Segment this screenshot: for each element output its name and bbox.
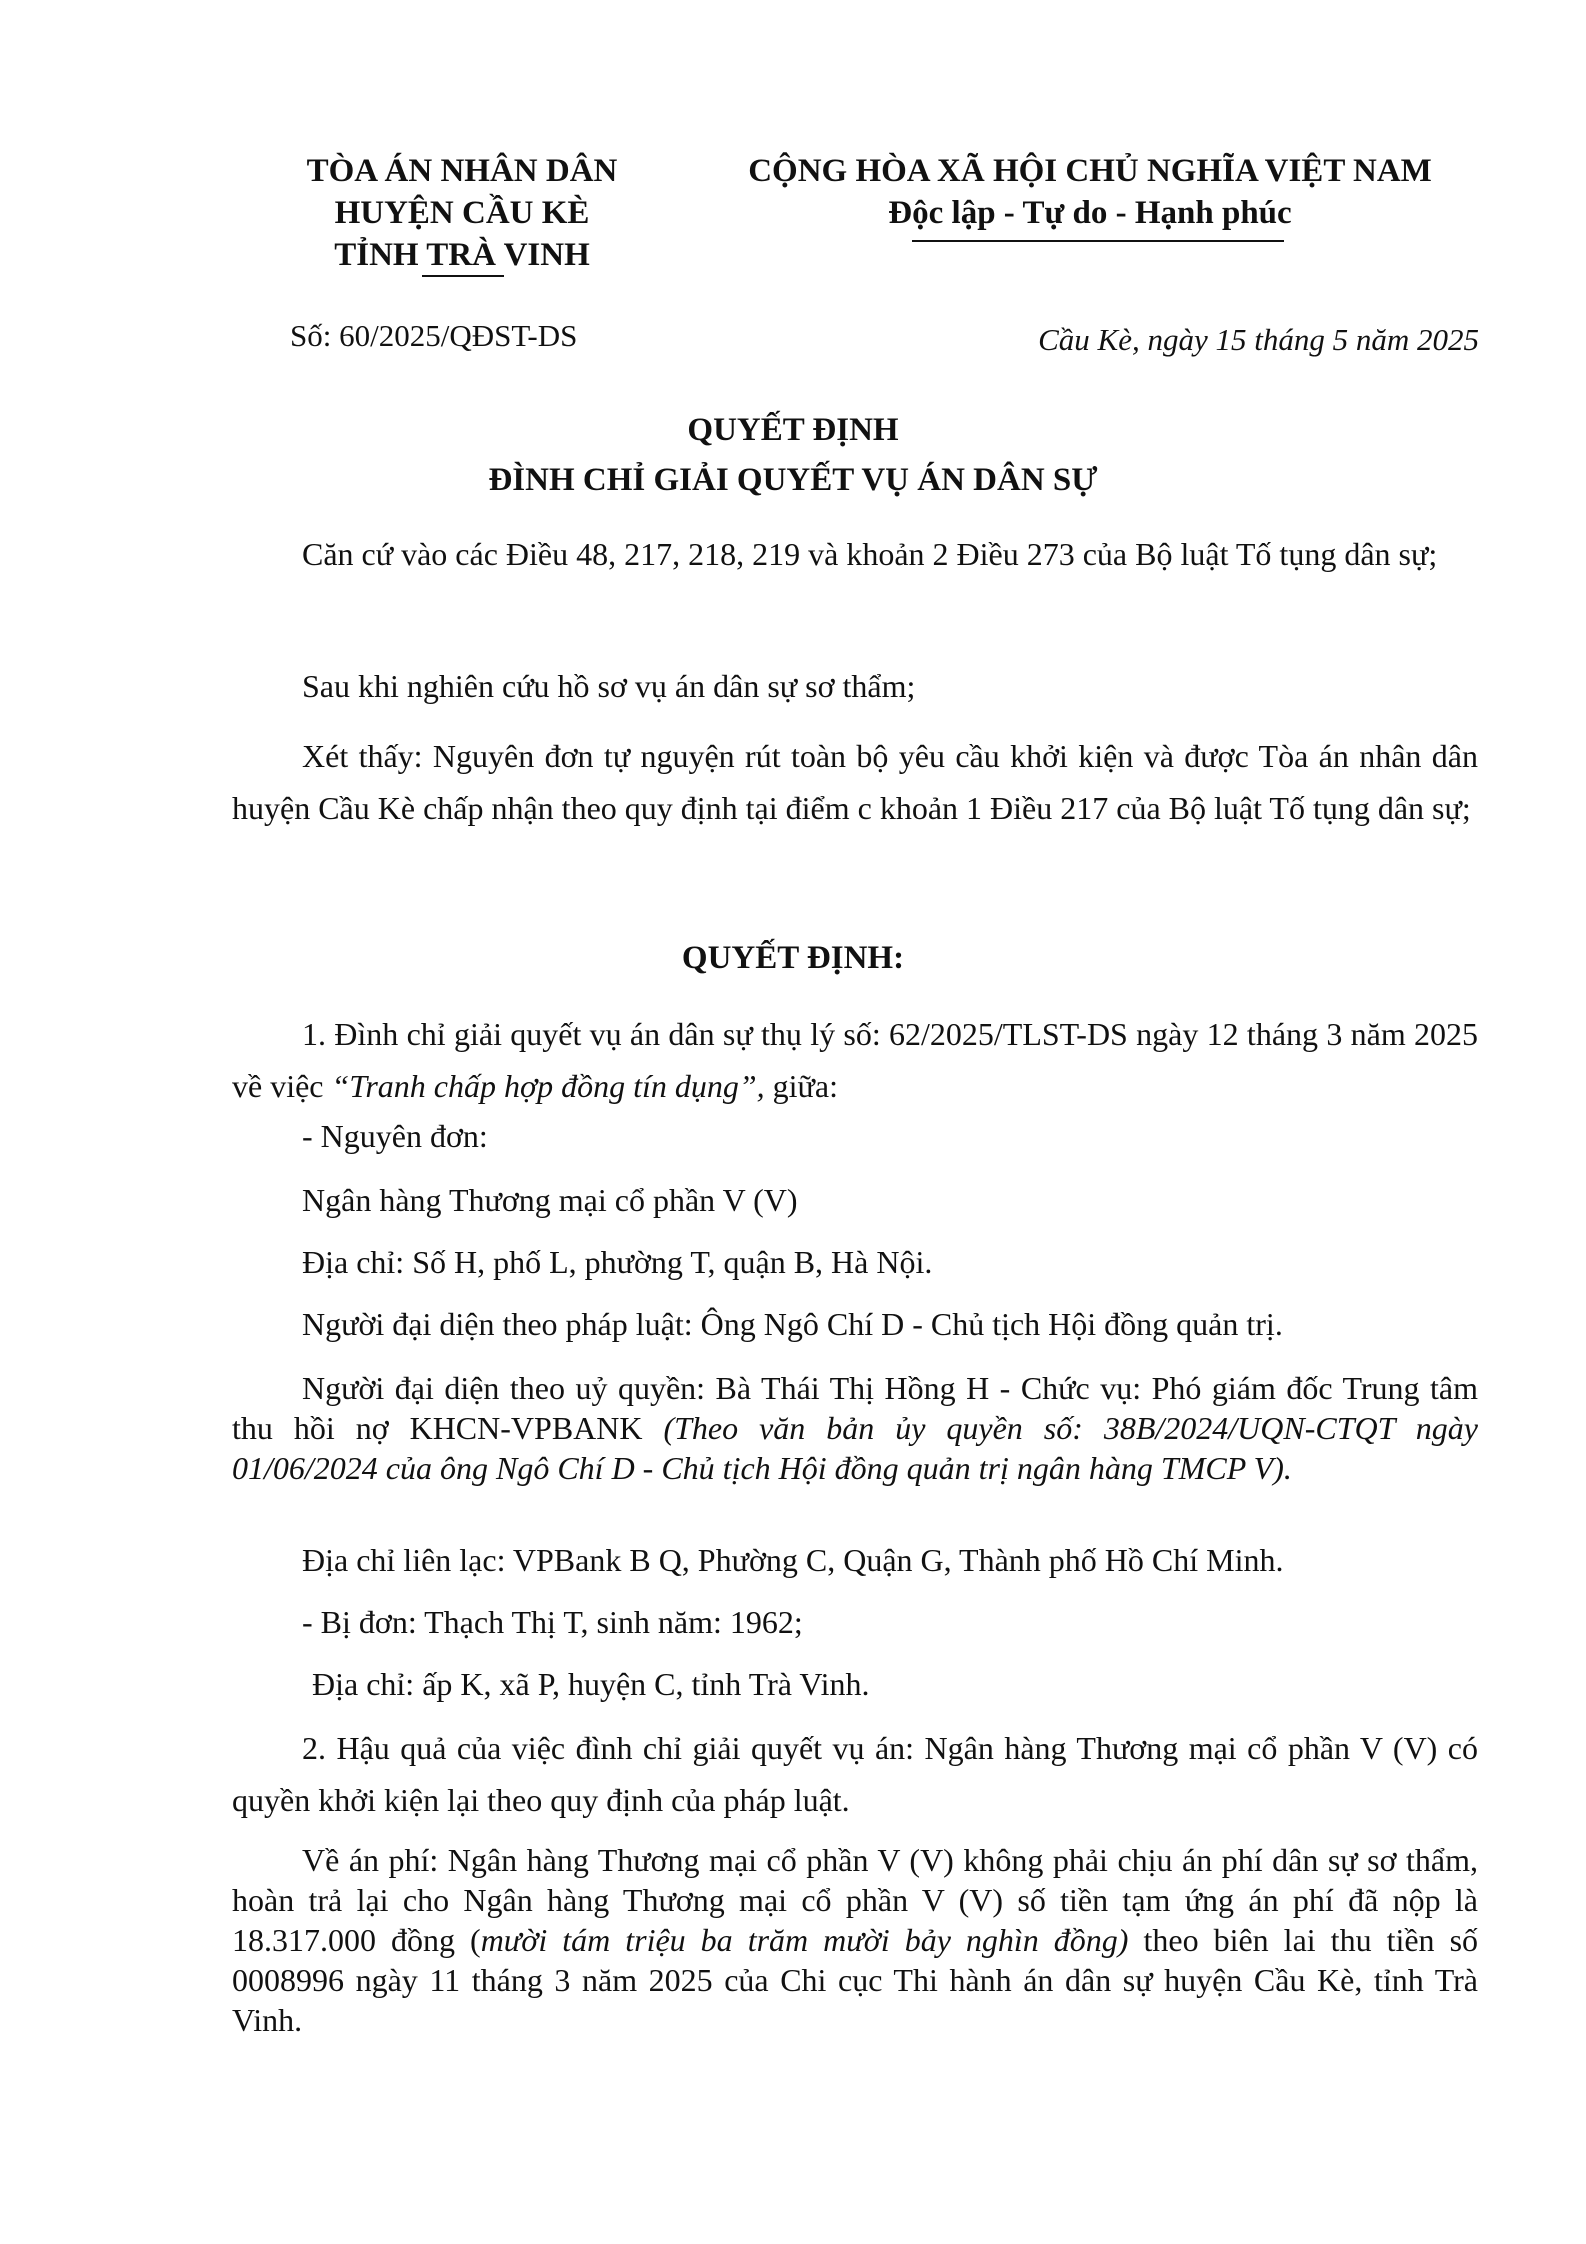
court-header (262, 150, 662, 276)
nation-motto: Độc lập - Tự do - Hạnh phúc (888, 195, 1292, 231)
plaintiff-address: Địa chỉ: Số H, phố L, phường T, quận B, Hà Nội. (302, 1244, 933, 1280)
decision-heading: QUYẾT ĐỊNH: (681, 940, 905, 976)
authorized-representative (232, 1368, 1478, 1488)
paragraph-consideration: Xét thấy: Nguyên đơn tự nguyện rút toàn bộ yêu cầu khởi kiện và được Tòa án nhân dân huyện Cầu Kè chấp nhận theo quy định tại điểm c khoản 1 Điều 217 của Bộ luật Tố tụng dân sự; (232, 738, 1478, 826)
authorized-rep-text: Người đại diện theo uỷ quyền: Bà Thái Thị Hồng H - Chức vụ: Phó giám đốc Trung tâm thu hồi nợ KHCN-VPBANK (232, 1370, 1478, 1446)
document-title: QUYẾT ĐỊNH (687, 412, 899, 448)
court-province-line: TỈNH TRÀ VINH (334, 237, 590, 273)
plaintiff-label: - Nguyên đơn: (302, 1118, 488, 1154)
defendant: - Bị đơn: Thạch Thị T, sinh năm: 1962; (302, 1604, 803, 1640)
paragraph-review: Sau khi nghiên cứu hồ sơ vụ án dân sự sơ thẩm; (302, 668, 916, 704)
paragraph-decision-2: 2. Hậu quả của việc đình chỉ giải quyết vụ án: Ngân hàng Thương mại cổ phần V (V) có quyền khởi kiện lại theo quy định của pháp luật. (232, 1730, 1478, 1818)
motto-underline (912, 240, 1284, 242)
paragraph-court-fee (232, 1840, 1478, 2040)
paragraph-decision-1 (232, 1008, 1478, 1112)
document-number: Số: 60/2025/QĐST-DS (290, 318, 578, 353)
court-fee-text: Về án phí: Ngân hàng Thương mại cổ phần V (V) không phải chịu án phí dân sự sơ thẩm, hoàn trả lại cho Ngân hàng Thương mại cổ phần V (V) số tiền tạm ứng án phí đã nộp là 18.317.000 đồng ( (232, 1842, 1478, 1958)
document-date: Cầu Kè, ngày 15 tháng 5 năm 2025 (1038, 322, 1479, 357)
defendant-address: Địa chỉ: ấp K, xã P, huyện C, tỉnh Trà Vinh. (312, 1666, 870, 1702)
authorization-note: (Theo văn bản ủy quyền số: 38B/2024/UQN-CTQT ngày 01/06/2024 của ông Ngô Chí D - Chủ tịch Hội đồng quản trị ngân hàng TMCP V). (232, 1410, 1479, 1486)
court-district-line: HUYỆN CẦU KÈ (334, 195, 590, 231)
legal-representative: Người đại diện theo pháp luật: Ông Ngô Chí D - Chủ tịch Hội đồng quản trị. (302, 1306, 1283, 1342)
document-subtitle: ĐÌNH CHỈ GIẢI QUYẾT VỤ ÁN DÂN SỰ (488, 462, 1098, 498)
plaintiff-name: Ngân hàng Thương mại cổ phần V (V) (302, 1182, 798, 1218)
contact-address: Địa chỉ liên lạc: VPBank B Q, Phường C, Quận G, Thành phố Hồ Chí Minh. (302, 1542, 1284, 1578)
paragraph-legal-basis: Căn cứ vào các Điều 48, 217, 218, 219 và khoản 2 Điều 273 của Bộ luật Tố tụng dân sự; (302, 536, 1438, 572)
court-name-line: TÒA ÁN NHÂN DÂN (306, 153, 618, 189)
national-header (690, 150, 1490, 234)
case-subject: “Tranh chấp hợp đồng tín dụng”, (331, 1068, 765, 1104)
decision-1-text: 1. Đình chỉ giải quyết vụ án dân sự thụ lý số: 62/2025/TLST-DS ngày 12 tháng 3 năm 2025 về việc (232, 1016, 1478, 1104)
amount-in-words: mười tám triệu ba trăm mười bảy nghìn đồng) (480, 1922, 1129, 1958)
decision-1-tail: giữa: (764, 1068, 838, 1104)
court-header-underline (422, 275, 504, 277)
court-fee-tail: theo biên lai thu tiền số 0008996 ngày 11 tháng 3 năm 2025 của Chi cục Thi hành án dân sự huyện Cầu Kè, tỉnh Trà Vinh. (232, 1922, 1479, 2038)
nation-name: CỘNG HÒA XÃ HỘI CHỦ NGHĨA VIỆT NAM (748, 153, 1432, 189)
